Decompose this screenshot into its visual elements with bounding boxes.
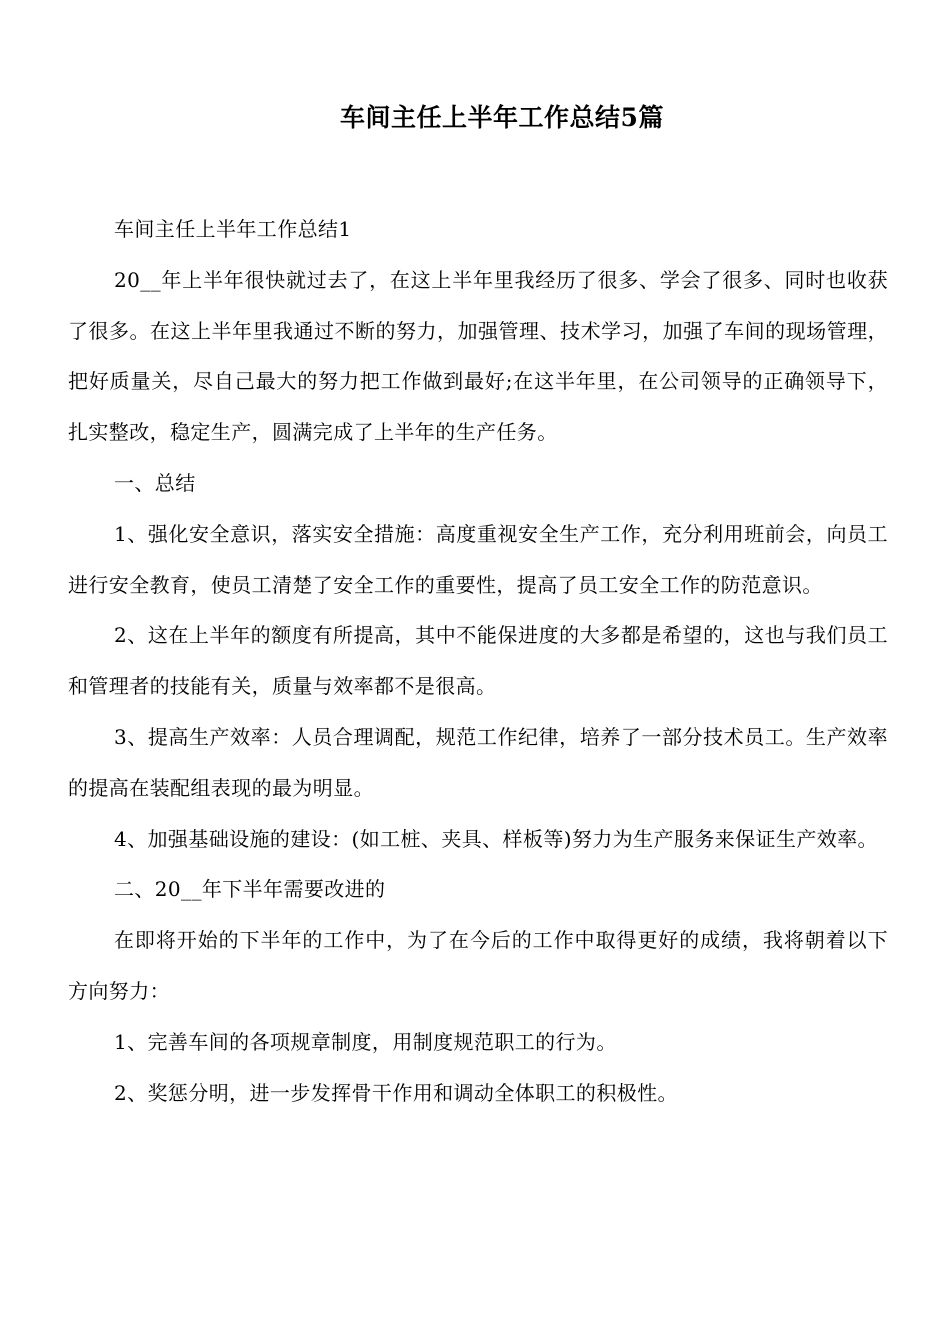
paragraph-improvement-2: 2、奖惩分明，进一步发挥骨干作用和调动全体职工的积极性。 bbox=[114, 1080, 678, 1105]
section-heading-summary-1: 车间主任上半年工作总结1 bbox=[114, 217, 352, 241]
document-title: 车间主任上半年工作总结5篇 bbox=[340, 103, 664, 132]
paragraph-intro: 20__年上半年很快就过去了，在这上半年里我经历了很多、学会了很多、同时也收获了很多。在这上半年里我通过不断的努力，加强管理、技术学习，加强了车间的现场管理，把好质量关，尽自己最大的努力把工作做到最好;在这半年里，在公司领导的正确领导下，扎实整改，稳定生产，圆满完成了上半年的生产任务。 bbox=[68, 267, 888, 445]
paragraph-item-4: 4、加强基础设施的建设：(如工桩、夹具、样板等)努力为生产服务来保证生产效率。 bbox=[114, 826, 878, 851]
paragraph-item-2: 2、这在上半年的额度有所提高，其中不能保进度的大多都是希望的，这也与我们员工和管理者的技能有关，质量与效率都不是很高。 bbox=[68, 623, 888, 699]
paragraph-improvement-1: 1、完善车间的各项规章制度，用制度规范职工的行为。 bbox=[114, 1029, 617, 1054]
paragraph-item-1: 1、强化安全意识，落实安全措施：高度重视安全生产工作，充分利用班前会，向员工进行安全教育，使员工清楚了安全工作的重要性，提高了员工安全工作的防范意识。 bbox=[68, 521, 888, 597]
paragraph-improvements-intro: 在即将开始的下半年的工作中，为了在今后的工作中取得更好的成绩，我将朝着以下方向努力： bbox=[68, 928, 888, 1003]
section-heading-summary: 一、总结 bbox=[114, 470, 196, 495]
paragraph-item-3: 3、提高生产效率：人员合理调配，规范工作纪律，培养了一部分技术员工。生产效率的提高在装配组表现的最为明显。 bbox=[68, 724, 888, 800]
document-body bbox=[68, 204, 888, 1118]
section-heading-improvements: 二、20__年下半年需要改进的 bbox=[114, 877, 386, 902]
